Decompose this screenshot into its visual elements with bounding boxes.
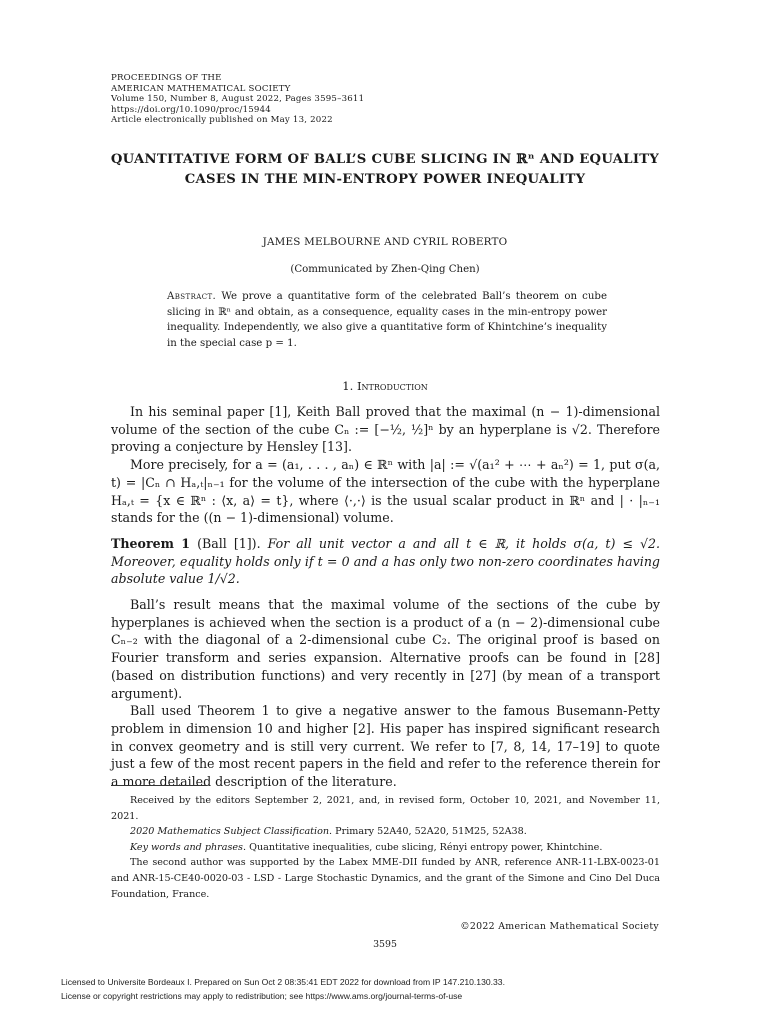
license-line-2[interactable]: License or copyright restrictions may apply to redistribution; see https://www.ams.org/journal-terms-of-use <box>61 991 463 1001</box>
license-line-1: Licensed to Universite Bordeaux I. Prepared on Sun Oct 2 08:35:41 EDT 2022 for download from IP 147.210.130.33. <box>61 977 505 987</box>
copyright-notice: ©2022 American Mathematical Society <box>460 921 659 932</box>
doi-link[interactable]: https://doi.org/10.1090/proc/15944 <box>111 104 271 115</box>
journal-name-line2: AMERICAN MATHEMATICAL SOCIETY <box>111 83 291 94</box>
section-heading <box>0 379 770 393</box>
journal-header <box>111 73 364 126</box>
paragraph-2: More precisely, for a = (a₁, . . . , aₙ) ∈ ℝⁿ with |a| := √(a₁² + ⋯ + aₙ²) = 1, put σ(a, t) = |Cₙ ∩ Hₐ,ₜ|ₙ₋₁ for the volume of the intersection of the cube with the hyperplane Hₐ,ₜ = {x ∈ ℝⁿ : ⟨x, a⟩ = t}, where ⟨·,·⟩ is the usual scalar product in ℝⁿ and | · |ₙ₋₁ stands for the ((n − 1)-dimensional) volume. <box>111 457 660 526</box>
journal-name-line1: PROCEEDINGS OF THE <box>111 73 222 83</box>
paragraph-4: Ball used Theorem 1 to give a negative answer to the famous Busemann-Petty problem in dimension 10 and higher [2]. His paper has inspired significant research in convex geometry and is still very current. We refer to [7, 8, 14, 17–19] to quote just a few of the most recent papers in the field and refer to the reference therein for a more detailed description of the literature. <box>111 703 660 790</box>
footnote-keywords <box>111 840 660 856</box>
footnote-rule <box>111 785 207 786</box>
section-title: Introduction <box>356 379 428 393</box>
paper-title: QUANTITATIVE FORM OF BALL’S CUBE SLICING IN ℝⁿ AND EQUALITY CASES IN THE MIN-ENTROPY POWER INEQUALITY <box>110 152 660 187</box>
keywords-label: Key words and phrases. <box>130 841 247 853</box>
footnotes <box>111 793 660 902</box>
footnote-support: The second author was supported by the Labex MME-DII funded by ANR, reference ANR-11-LBX-0023-01 and ANR-15-CE40-0020-03 - LSD - Large Stochastic Dynamics, and the grant of the Simone and Cino Del Duca Foundation, France. <box>111 857 660 900</box>
theorem-1 <box>111 535 660 588</box>
paragraph-1: In his seminal paper [1], Keith Ball proved that the maximal (n − 1)-dimensional volume of the section of the cube Cₙ := [−½, ½]ⁿ by an hyperplane is √2. Therefore proving a conjecture by Hensley [13]. <box>111 404 660 455</box>
paragraph-3: Ball’s result means that the maximal volume of the sections of the cube by hyperplanes is achieved when the section is a product of a (n − 2)-dimensional cube Cₙ₋₂ with the diagonal of a 2-dimensional cube C₂. The original proof is based on Fourier transform and series expansion. Alternative proofs can be found in [28] (based on distribution functions) and very recently in [27] (by mean of a transport argument). <box>111 597 660 701</box>
abstract-text: We prove a quantitative form of the celebrated Ball’s theorem on cube slicing in ℝⁿ and obtain, as a consequence, equality cases in the min-entropy power inequality. Independently, we also give a quantitative form of Khintchine’s inequality in the special case p = 1. <box>167 291 607 349</box>
volume-info: Volume 150, Number 8, August 2022, Pages 3595–3611 <box>111 94 365 104</box>
communicated-by: (Communicated by Zhen-Qing Chen) <box>290 264 480 275</box>
msc-text: Primary 52A40, 52A20, 51M25, 52A38. <box>335 826 527 838</box>
theorem-name: Theorem 1 <box>111 535 191 551</box>
footnote-msc <box>111 824 660 840</box>
theorem-statement: For all unit vector a and all t ∈ ℝ, it holds σ(a, t) ≤ √2. Moreover, equality holds only if t = 0 and a has only two non-zero coordinates having absolute value 1/√2. <box>111 535 660 587</box>
abstract-label: Abstract. <box>167 291 217 302</box>
section-number: 1. <box>342 379 354 393</box>
page-number: 3595 <box>373 939 397 950</box>
paper-authors: JAMES MELBOURNE AND CYRIL ROBERTO <box>262 236 508 248</box>
keywords-text: Quantitative inequalities, cube slicing, Rényi entropy power, Khintchine. <box>249 841 603 853</box>
body-text <box>111 403 660 791</box>
abstract <box>167 289 607 351</box>
theorem-reference: (Ball [1]). <box>197 535 261 551</box>
footnote-received: Received by the editors September 2, 2021, and, in revised form, October 10, 2021, and November 11, 2021. <box>111 795 660 822</box>
publication-date: Article electronically published on May 13, 2022 <box>111 115 333 125</box>
msc-label: 2020 Mathematics Subject Classification. <box>130 826 333 838</box>
